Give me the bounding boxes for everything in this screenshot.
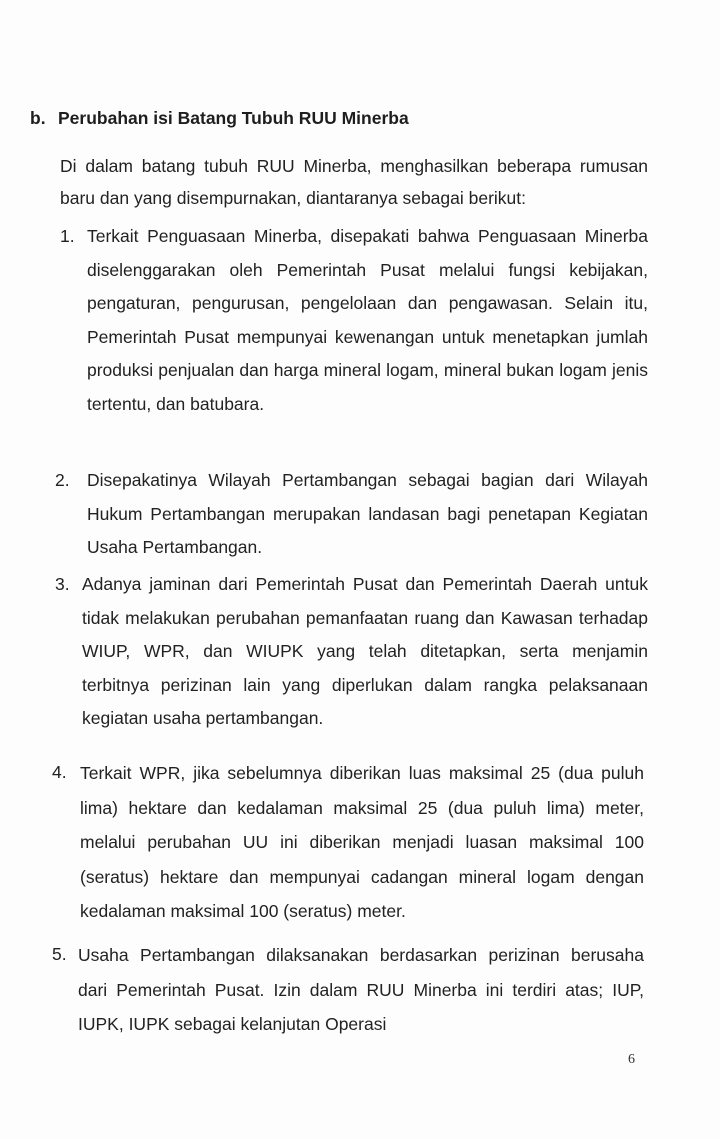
list-item-number: 3. [55,574,70,594]
list-item-number: 4. [52,762,67,782]
list-item-number: 1. [60,226,75,246]
list-item-text: Disepakatinya Wilayah Pertambangan sebagai bagian dari Wilayah Hukum Pertambangan merupakan landasan bagi penetapan Kegiatan Usaha Pertambangan. [87,470,648,557]
section-title: Perubahan isi Batang Tubuh RUU Minerba [58,108,409,128]
list-item-number: 2. [55,470,70,490]
section-intro-paragraph: Di dalam batang tubuh RUU Minerba, menghasilkan beberapa rumusan baru dan yang disempurnakan, diantaranya sebagai berikut: [60,156,648,208]
list-item-number: 5. [52,944,67,964]
page-number: 6 [628,1052,635,1067]
section-marker: b. [30,108,46,128]
list-item-text: Terkait Penguasaan Minerba, disepakati bahwa Penguasaan Minerba diselenggarakan oleh Pemerintah Pusat melalui fungsi kebijakan, pengaturan, pengurusan, pengelolaan dan pengawasan. Selain itu, Pemerintah Pusat mempunyai kewenangan untuk menetapkan jumlah produksi penjualan dan harga mineral logam, mineral bukan logam jenis tertentu, dan batubara. [87,226,648,414]
list-item-text: Adanya jaminan dari Pemerintah Pusat dan Pemerintah Daerah untuk tidak melakukan perubahan pemanfaatan ruang dan Kawasan terhadap WIUP, WPR, dan WIUPK yang telah ditetapkan, serta menjamin terbitnya perizinan lain yang diperlukan dalam rangka pelaksanaan kegiatan usaha pertambangan. [82,574,648,728]
section-heading [30,108,409,129]
list-item-text: Terkait WPR, jika sebelumnya diberikan luas maksimal 25 (dua puluh lima) hektare dan kedalaman maksimal 25 (dua puluh lima) meter, melalui perubahan UU ini diberikan menjadi luasan maksimal 100 (seratus) hektare dan mempunyai cadangan mineral logam dengan kedalaman maksimal 100 (seratus) meter. [80,763,644,921]
list-item-text: Usaha Pertambangan dilaksanakan berdasarkan perizinan berusaha dari Pemerintah Pusat. Izin dalam RUU Minerba ini terdiri atas; IUP, IUPK, IUPK sebagai kelanjutan Operasi [78,945,644,1034]
